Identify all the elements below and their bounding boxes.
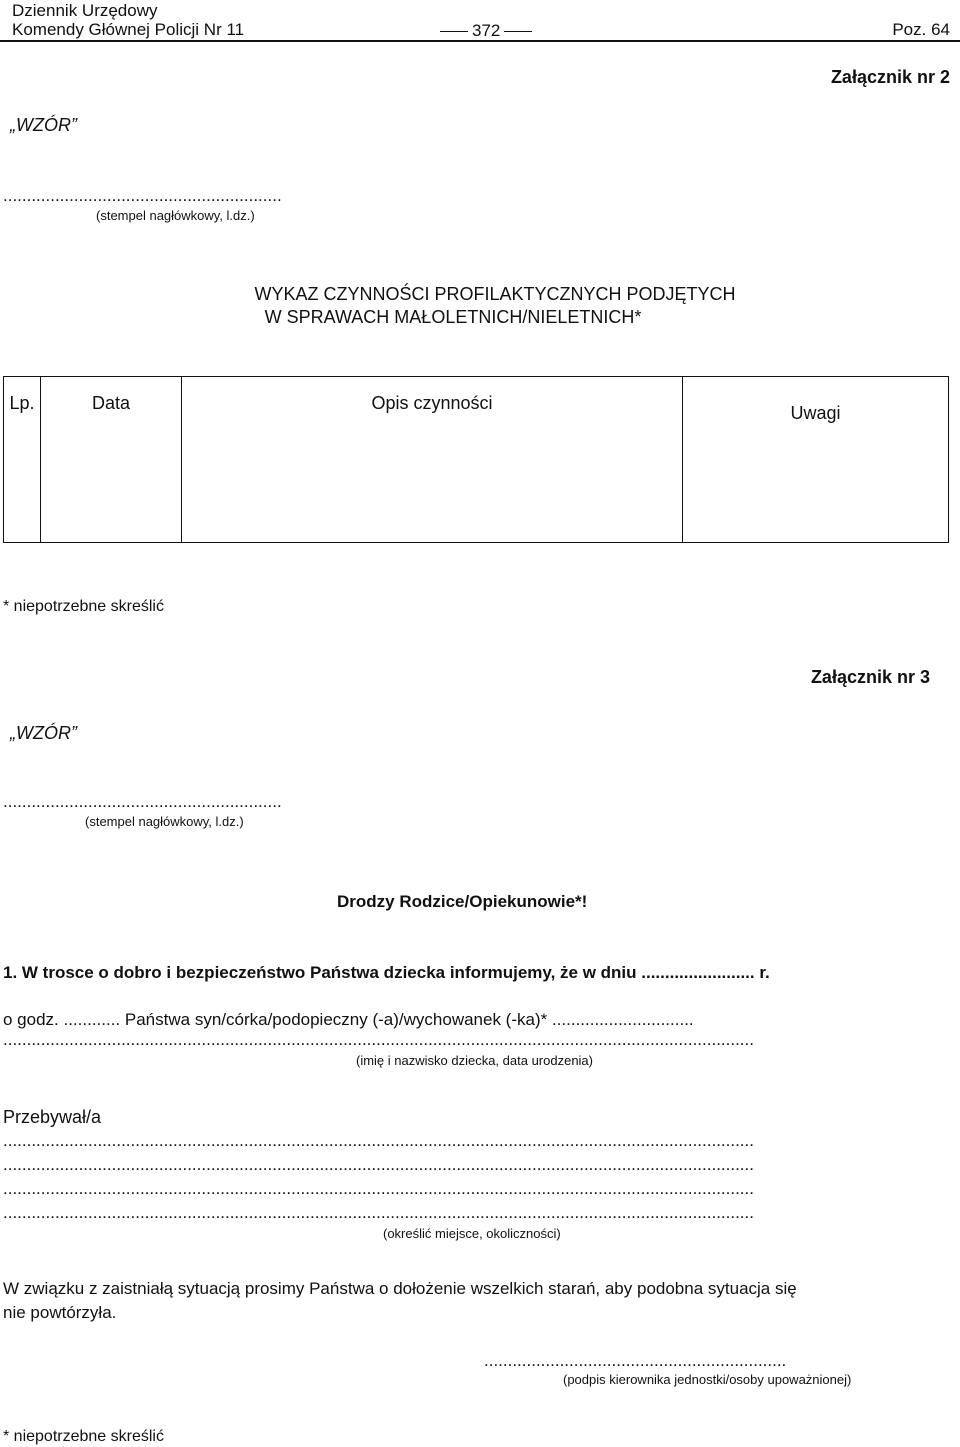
table-header-lp: Lp. (9, 393, 35, 413)
journal-title-line2: Komendy Głównej Policji Nr 11 (12, 20, 245, 39)
page-number-block (436, 21, 536, 41)
header-rule (0, 40, 960, 42)
child-caption: (imię i nazwisko dziecka, data urodzenia) (356, 1053, 593, 1068)
table-col-uwagi (683, 377, 949, 543)
page-number-dash-left (440, 31, 468, 32)
annex2-heading-line2: W SPRAWACH MAŁOLETNICH/NIELETNICH* (264, 307, 642, 327)
annex2-stamp-caption: (stempel nagłówkowy, l.dz.) (96, 208, 255, 223)
annex2-stamp-dots: ........................................................... (3, 186, 282, 205)
table-col-data (41, 377, 182, 543)
page-number: 372 (472, 21, 501, 40)
annex2-wzor: „WZÓR” (10, 115, 77, 135)
signature-dots: ................................................................ (484, 1351, 787, 1370)
journal-title-line1: Dziennik Urzędowy (12, 1, 158, 20)
annex3-footnote: * niepotrzebne skreślić (3, 1428, 164, 1445)
place-dots-line4: ............................................................................................................................................................... (3, 1203, 754, 1222)
place-dots-line1: ............................................................................................................................................................... (3, 1131, 754, 1150)
place-caption: (określić miejsce, okoliczności) (383, 1226, 561, 1241)
activities-table (3, 376, 949, 543)
para1-line2: o godz. ............ Państwa syn/córka/podopieczny (-a)/wychowanek (-ka)* .............................. (3, 1010, 694, 1029)
annex3-wzor: „WZÓR” (10, 723, 77, 743)
annex3-title: Załącznik nr 3 (810, 667, 930, 687)
annex3-stamp-dots: ........................................................... (3, 792, 282, 811)
table-header-opis: Opis czynności (371, 393, 493, 413)
annex2-heading-line1: WYKAZ CZYNNOŚCI PROFILAKTYCZNYCH PODJĘTYCH (254, 284, 736, 304)
greeting: Drodzy Rodzice/Opiekunowie*! (337, 892, 588, 911)
child-dots: ............................................................................................................................................................... (3, 1030, 754, 1049)
para1-line1: 1. W trosce o dobro i bezpieczeństwo Państwa dziecka informujemy, że w dniu ........................ r. (3, 963, 770, 982)
table-col-lp (4, 377, 41, 543)
table-header-uwagi: Uwagi (790, 403, 841, 423)
annex2-footnote: * niepotrzebne skreślić (3, 598, 164, 615)
request-line2: nie powtórzyła. (3, 1303, 117, 1322)
position-label: Poz. 64 (892, 20, 950, 39)
table-col-opis (182, 377, 683, 543)
table-header-data: Data (91, 393, 131, 413)
annex3-stamp-caption: (stempel nagłówkowy, l.dz.) (85, 814, 244, 829)
stayed-label: Przebywał/a (3, 1107, 102, 1127)
annex2-title: Załącznik nr 2 (830, 67, 950, 87)
place-dots-line2: ............................................................................................................................................................... (3, 1155, 754, 1174)
place-dots-line3: ............................................................................................................................................................... (3, 1179, 754, 1198)
page-number-dash-right (504, 31, 532, 32)
request-line1: W związku z zaistniałą sytuacją prosimy Państwa o dołożenie wszelkich starań, aby podobna sytuacja się (3, 1279, 797, 1298)
signature-caption: (podpis kierownika jednostki/osoby upoważnionej) (563, 1372, 852, 1387)
